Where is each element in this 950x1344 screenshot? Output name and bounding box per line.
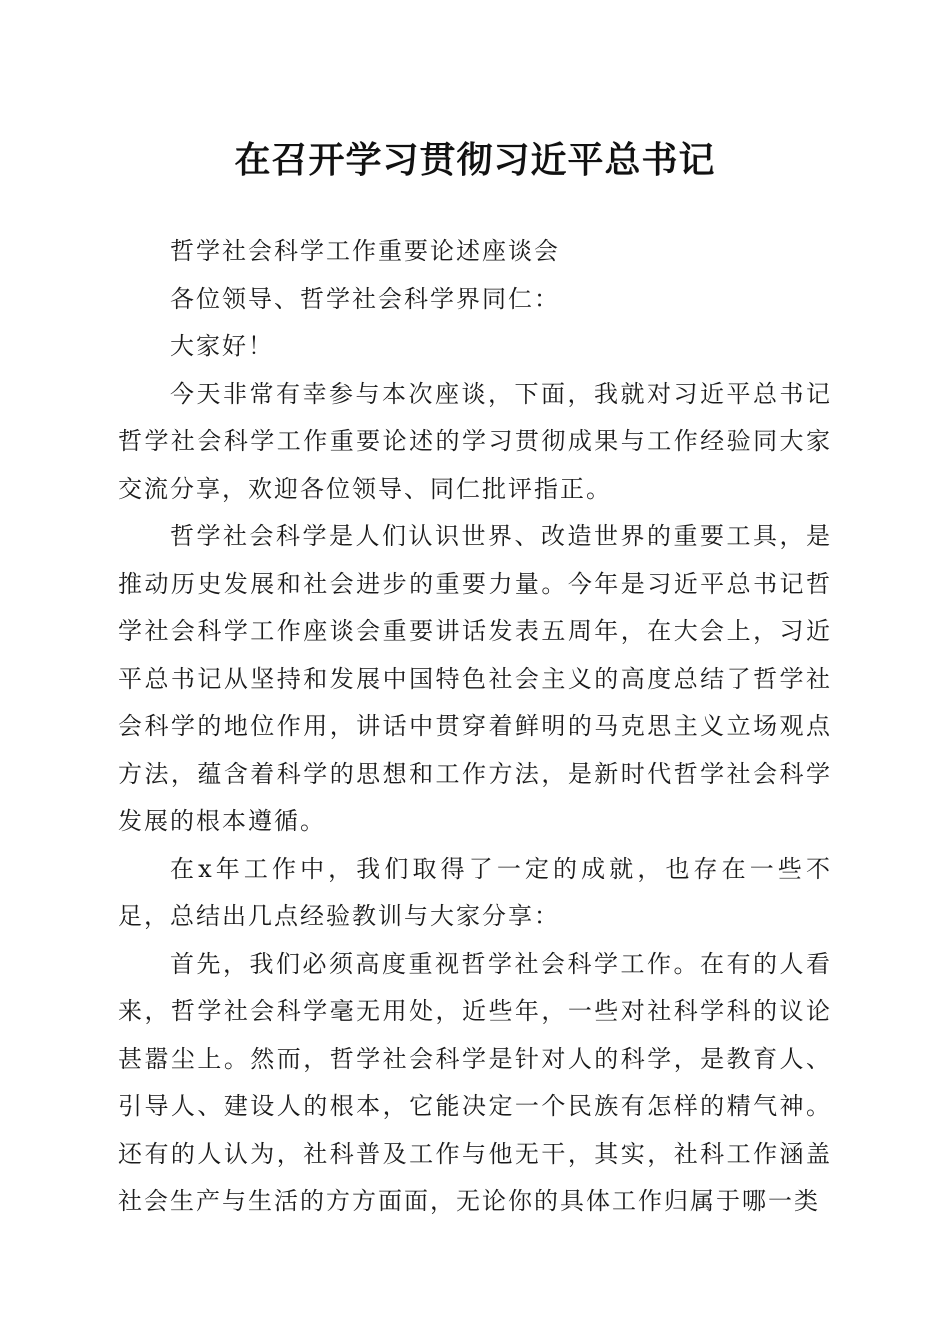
document-title: 在召开学习贯彻习近平总书记 — [234, 139, 716, 181]
intro-paragraph: 今天非常有幸参与本次座谈，下面，我就对习近平总书记哲学社会科学工作重要论述的学习贯彻成果与工作经验同大家交流分享，欢迎各位领导、同仁批评指正。 — [118, 379, 832, 503]
body-paragraph: 首先，我们必须高度重视哲学社会科学工作。在有的人看来，哲学社会科学毫无用处，近些年，一些对社科学科的议论甚嚣尘上。然而，哲学社会科学是针对人的科学，是教育人、引导人、建设人的根本，它能决定一个民族有怎样的精气神。还有的人认为，社科普及工作与他无干，其实，社科工作涵盖社会生产与生活的方方面面，无论你的具体工作归属于哪一类 — [118, 949, 832, 1215]
greeting-paragraph: 大家好！ — [170, 332, 274, 360]
document-body — [118, 228, 832, 1226]
subtitle-paragraph: 哲学社会科学工作重要论述座谈会 — [170, 237, 560, 265]
body-paragraph: 在x年工作中，我们取得了一定的成就，也存在一些不足，总结出几点经验教训与大家分享： — [118, 854, 832, 930]
body-paragraph: 哲学社会科学是人们认识世界、改造世界的重要工具，是推动历史发展和社会进步的重要力量。今年是习近平总书记哲学社会科学工作座谈会重要讲话发表五周年，在大会上，习近平总书记从坚持和发展中国特色社会主义的高度总结了哲学社会科学的地位作用，讲话中贯穿着鲜明的马克思主义立场观点方法，蕴含着科学的思想和工作方法，是新时代哲学社会科学发展的根本遵循。 — [118, 522, 832, 835]
salutation-paragraph: 各位领导、哲学社会科学界同仁： — [170, 284, 560, 313]
